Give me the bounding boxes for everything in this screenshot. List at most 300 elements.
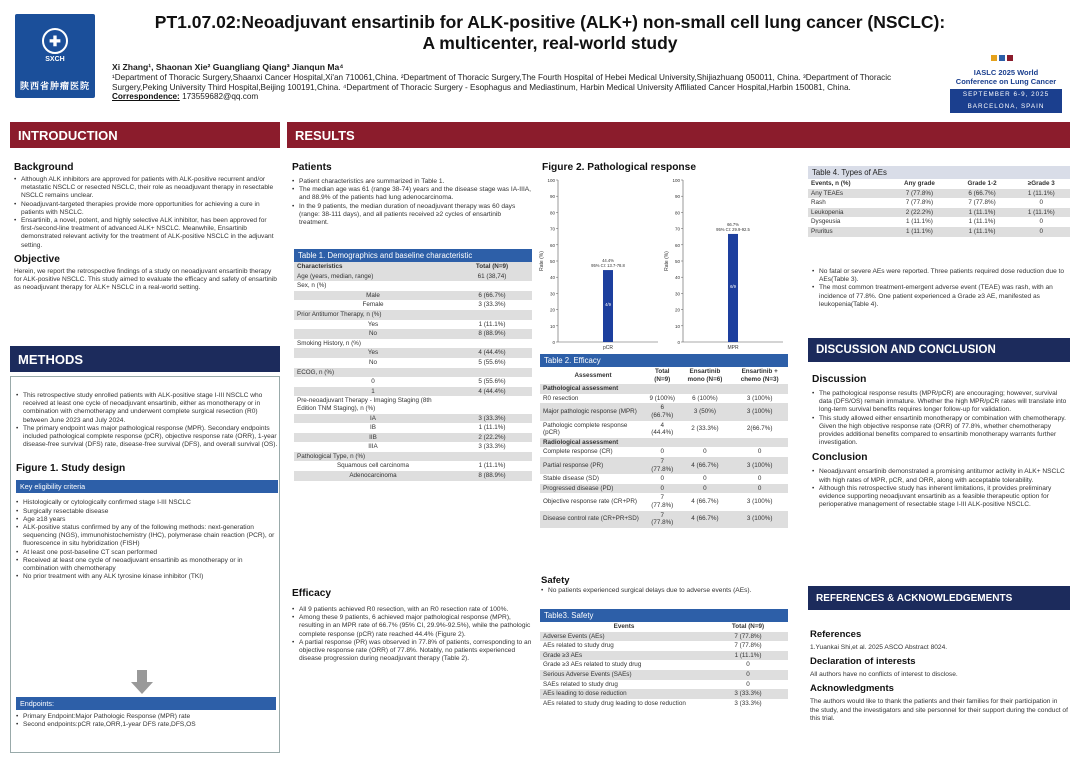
table3-cell: Adverse Events (AEs) [543, 632, 605, 640]
y-tick-label: 80 [549, 210, 555, 216]
table1-value [452, 396, 532, 413]
conference-line1: IASLC 2025 World [973, 68, 1039, 77]
table4-cell: 1 (11.1%) [906, 227, 933, 235]
table2-cell: 4 (66.7%) [691, 498, 719, 506]
table2-cell: 0 [703, 448, 707, 456]
table1-value: 8 (88.9%) [478, 472, 506, 480]
list-item: • This retrospective study enrolled patients with ALK-positive stage I-III NSCLC who received at least one cycle of neoadjuvant ensartinib, either as monotherapy or in combination with chemotherapy and underwent complete surgical resection (R0) between June 2023 and July 2024. [16, 392, 278, 425]
table3-cell: AEs leading to dose reduction [543, 690, 627, 698]
x-tick-label: pCR [602, 345, 614, 351]
table2-header: Ensartinib + chemo (N=3) [740, 368, 779, 383]
table-row [294, 358, 532, 368]
logo-chinese-name: 陕西省肿瘤医院 [19, 81, 90, 91]
y-tick-label: 70 [549, 226, 555, 232]
endpoints-list [16, 713, 276, 729]
table4-cell: 1 (11.1%) [968, 218, 996, 226]
table1-label: Adenocarcinoma [349, 472, 397, 480]
conference-logo-icon [991, 53, 1021, 63]
list-item: • Primary Endpoint:Major Pathologic Response (MPR) rate [16, 713, 276, 721]
efficacy-list [292, 606, 532, 663]
list-item: • Surgically resectable disease [16, 508, 278, 516]
table-row [540, 421, 788, 438]
table-row [540, 670, 788, 680]
intro-section [14, 162, 278, 292]
efficacy-title: Efficacy [292, 588, 332, 599]
table1-value [452, 339, 532, 349]
table4-header: ≥Grade 3 [1027, 180, 1055, 187]
table2-header: Total (N=9) [654, 368, 671, 383]
table1-value: 61 (38,74) [477, 272, 507, 280]
table-row [540, 403, 788, 420]
table2-cell: 2(66.7%) [746, 425, 773, 433]
table-section-row [540, 384, 788, 394]
table1-value: 1 (11.1%) [478, 462, 506, 470]
table3-cell: SAEs related to study drug [543, 680, 618, 688]
table2-cell: 0 [660, 448, 665, 456]
table2-grid [540, 367, 788, 528]
list-item: • A partial response (PR) was observed in 77.8% of patients, corresponding to an objective response rate (ORR) of 77.8%. Notably, no patients experienced disease progression during neoadjuvant therapy (Table 2). [292, 639, 532, 664]
table4-cell: 1 (11.1%) [906, 218, 933, 226]
table-row [294, 387, 532, 397]
references-title: References [810, 629, 862, 640]
safety-title: Safety [541, 575, 570, 586]
table4-cell: Leukopenia [811, 208, 844, 216]
bar-inner-label: 4/9 [605, 302, 611, 308]
table-row [294, 368, 532, 378]
bar-ci-label: 95% CI: 13.7-78.8 [591, 263, 625, 269]
table1-value: 3 (33.3%) [478, 414, 506, 422]
table4 [808, 166, 1070, 237]
list-item: • Although this retrospective study has inherent limitations, it provides preliminary evidence supporting neoadjuvant ensartinib as a feasible therapeutic option for perioperative management of resectable stage I-III ALK-positive NSCLC. [812, 485, 1068, 510]
table-row [540, 632, 788, 642]
table1-grid [294, 262, 532, 481]
list-item: • Histologically or cytologically confirmed stage I-III NSCLC [16, 499, 278, 507]
table3-cell: 3 (33.3%) [734, 699, 762, 707]
table1-label: 1 [371, 387, 375, 395]
table2-cell: 6 (100%) [692, 394, 718, 402]
discussion-title: Discussion [812, 374, 867, 385]
list-item: • Age ≥18 years [16, 516, 278, 524]
conference-place: BARCELONA, SPAIN [950, 101, 1062, 113]
list-item: • Among these 9 patients, 6 achieved major pathological response (MPR), resulting in an MPR rate of 66.7% (95% CI, 29.9%-92.5%), while the pathologic complete response (pCR) rate reached 44.4% (Figure 2). [292, 614, 532, 639]
table1-label: No [368, 358, 378, 366]
y-tick-label: 100 [547, 178, 555, 183]
table1-label: Yes [367, 320, 379, 328]
table3-cell: Serious Adverse Events (SAEs) [543, 670, 632, 678]
table1-label: 0 [371, 378, 375, 386]
interests-text: All authors have no conflicts of interest to disclose. [810, 671, 958, 679]
y-tick-label: 30 [674, 291, 680, 297]
list-item: • Second endpoints:pCR rate,ORR,1-year DFS rate,DFS,OS [16, 721, 276, 729]
list-item: • No prior treatment with any ALK tyrosine kinase inhibitor (TKI) [16, 573, 278, 581]
table2-header: Assessment [574, 371, 612, 379]
table4-header: Events, n (%) [811, 180, 851, 187]
table2-cell: 4 (66.7%) [691, 515, 719, 523]
patients-title: Patients [292, 162, 332, 173]
table1-label: Female [362, 301, 384, 309]
conference-badge [950, 50, 1062, 113]
y-tick-label: 0 [677, 340, 680, 345]
table-row [808, 208, 1070, 218]
table2-cell: Objective response rate (CR+PR) [543, 498, 637, 506]
list-item: • Although ALK inhibitors are approved for patients with ALK-positive recurrent and/or metastatic NSCLC or resected NSCLC, their role as neoadjuvant therapy in resectable NSCLC remains unclear. [14, 176, 278, 201]
y-tick-label: 100 [672, 178, 680, 183]
y-tick-label: 90 [674, 194, 680, 200]
table-row [540, 680, 788, 690]
y-tick-label: 20 [674, 307, 680, 313]
table-row [540, 474, 788, 484]
table-row [808, 198, 1070, 208]
objective-title: Objective [14, 253, 60, 265]
table1-header: Total (N=9) [475, 263, 509, 270]
y-tick-label: 50 [674, 259, 680, 264]
references-section [810, 629, 1068, 723]
table2-cell: 7 (77.8%) [651, 511, 674, 527]
table-row [294, 310, 532, 320]
table4-cell: 0 [1039, 218, 1044, 226]
list-item: • No patients experienced surgical delays due to adverse events (AEs). [541, 587, 789, 595]
discussion-section [812, 374, 1068, 509]
table-row [294, 433, 532, 443]
table4-cell: 7 (77.8%) [968, 199, 996, 207]
table4-cell: 7 (77.8%) [905, 199, 934, 207]
down-arrow-icon [131, 670, 153, 694]
table2 [540, 354, 788, 528]
affiliations: ¹Department of Thoracic Surgery,Shaanxi Cancer Hospital,Xi'an 710061,China. ²Department of Thoracic Surgery,The Fourth Hospital of Hebei Medical University,Shijiazhuang 050011, China. ³Department of Thoracic Surgery,Peking University Third Hospital,Beijing 100191,China. ⁴Department of Thoracic Surgery - Esophagus and Mediastinum, Harbin Medical University Affiliated Cancer Hospital,Harbin 150081, China. [112, 72, 892, 92]
table2-cell: 2 (33.3%) [691, 425, 719, 433]
table1-value: 4 (44.4%) [478, 349, 506, 357]
table1-value: 2 (22.2%) [478, 433, 506, 441]
table-row [540, 641, 788, 651]
acknowledgments-text: The authors would like to thank the patients and their families for their participation in the study, and the investigators and site personnel for their support during the conduct of this trial. [810, 698, 1068, 722]
table1-value [452, 368, 532, 378]
table4-cell: 1 (11.1%) [1027, 208, 1055, 216]
table1-value: 1 (11.1%) [478, 320, 506, 328]
table4-cell: Pruritus [811, 227, 833, 235]
bar-data-label: 66.7% [727, 221, 739, 227]
table4-cell: 2 (22.2%) [905, 208, 934, 216]
table2-cell: Partial response (PR) [543, 461, 604, 469]
table-row [540, 484, 788, 494]
list-item: • This study allowed either ensartinib monotherapy or combination with chemotherapy. Given the high objective response rate (ORR) of 77.8%, whether chemotherapy provides additional benefits compared to ensartinib monotherapy warrants further investigation. [812, 415, 1068, 448]
table-row [294, 471, 532, 481]
bar-data-label: 44.4% [602, 258, 614, 264]
conclusion-list [812, 468, 1068, 509]
table-row [294, 461, 532, 471]
y-tick-label: 30 [549, 291, 555, 297]
conference-dates: SEPTEMBER 6-9, 2025 [950, 89, 1062, 101]
table2-cell: 3 (100%) [746, 461, 773, 469]
table2-cell: 7 (77.8%) [651, 457, 674, 473]
y-tick-label: 70 [674, 226, 680, 232]
patients-section [292, 162, 532, 227]
correspondence-label: Correspondence: [112, 92, 180, 102]
table2-cell: 0 [703, 475, 707, 483]
table4-title: Table 4. Types of AEs [808, 166, 1070, 179]
table4-grid [808, 179, 1070, 237]
table1-value [452, 281, 532, 291]
table2-cell: 3 (100%) [746, 394, 773, 402]
table2-cell: 4 (44.4%) [651, 421, 674, 437]
table2-cell: 3 (50%) [693, 408, 716, 416]
table4-cell: 6 (66.7%) [968, 189, 996, 197]
table3 [540, 609, 788, 708]
table-row [294, 320, 532, 330]
discussion-heading: DISCUSSION AND CONCLUSION [808, 338, 1070, 362]
table-row [540, 699, 788, 709]
table2-cell: 3 (100%) [746, 515, 773, 523]
list-item: • The primary endpoint was major pathological response (MPR). Secondary endpoints included pathological complete response (pCR), objective response rate (ORR), 1-year disease-free survival (DFS) rate, disease-free survival (DFS), and overall survival (OS). [16, 425, 278, 450]
table3-cell: AEs related to study drug [543, 642, 614, 650]
table2-cell: 0 [757, 475, 762, 483]
table1-label: Age (years, median, range) [297, 272, 374, 280]
table1-value: 4 (44.4%) [478, 387, 506, 395]
table3-cell: 3 (33.3%) [734, 690, 762, 698]
background-list [14, 176, 278, 250]
x-tick-label: MPR [727, 345, 739, 351]
table3-cell: AEs related to study drug leading to dose reduction [543, 699, 686, 707]
table1-label: Yes [367, 349, 379, 357]
table-row [808, 217, 1070, 227]
y-tick-label: 90 [549, 194, 555, 200]
list-item: • Patient characteristics are summarized in Table 1. [292, 178, 532, 186]
author-names: Xi Zhang¹, Shaonan Xie² Guangliang Qiang³ Jianqun Ma⁴ [112, 62, 344, 72]
table1-label: Prior Antitumor Therapy, n (%) [297, 310, 382, 318]
table-row [808, 227, 1070, 237]
list-item: • The median age was 61 (range 38-74) years and the disease stage was IA-IIIA, and 88.9% of the patients had lung adenocarcinoma. [292, 186, 532, 202]
table-row [294, 300, 532, 310]
table1-label: Pathological Type, n (%) [297, 452, 366, 460]
discussion-list [812, 390, 1068, 447]
table2-cell: Pathologic complete response (pCR) [543, 421, 628, 437]
table1-label: Male [366, 291, 380, 299]
table2-cell: Progressed disease (PD) [543, 484, 614, 492]
table3-cell: Grade ≥3 AEs related to study drug [543, 661, 642, 669]
table2-cell: Complete response (CR) [543, 448, 613, 456]
table2-section: Pathological assessment [540, 384, 788, 394]
table2-cell: Major pathologic response (MPR) [543, 408, 637, 416]
conference-line2: Conference on Lung Cancer [955, 77, 1057, 86]
safety-section [541, 575, 789, 595]
table1-label: IIIA [368, 443, 378, 451]
table4-cell: 1 (11.1%) [968, 227, 996, 235]
ae-list [812, 268, 1068, 309]
table3-header: Total (N=9) [731, 623, 765, 630]
table2-cell: 0 [757, 484, 762, 492]
table-row [540, 447, 788, 457]
table1-label: IB [370, 424, 376, 432]
table-row [294, 442, 532, 452]
list-item: • All 9 patients achieved R0 resection, with an R0 resection rate of 100%. [292, 606, 532, 614]
table1-value: 1 (11.1%) [478, 424, 506, 432]
conclusion-title: Conclusion [812, 452, 868, 464]
table2-cell: Disease control rate (CR+PR+SD) [543, 515, 639, 523]
correspondence-email[interactable]: 173559682@qq.com [182, 92, 259, 102]
table3-cell: 0 [746, 661, 750, 669]
table-row [294, 272, 532, 282]
table2-cell: 6 (66.7%) [651, 404, 674, 419]
table1-value [452, 452, 532, 462]
reference-item: 1.Yuankai Shi,et al. 2025 ASCO Abstract 8024. [810, 644, 948, 651]
table2-cell: 0 [703, 484, 707, 492]
table3-title: Table3. Safety [540, 609, 788, 622]
list-item: • The most common treatment-emergent adverse event (TEAE) was rash, with an incidence of 77.8%. One patient experienced a Grade ≥3 AE, manifested as leukopenia(Table 4). [812, 284, 1068, 309]
y-tick-label: 60 [674, 242, 680, 248]
table4-cell: Any TEAEs [811, 189, 844, 197]
table2-section: Radiological assessment [540, 438, 788, 448]
table-row [294, 281, 532, 291]
interests-title: Declaration of interests [810, 656, 916, 668]
y-tick-label: 10 [549, 323, 555, 329]
references-heading: REFERENCES & ACKNOWLEDGEMENTS [808, 586, 1070, 610]
table1-value: 8 (88.9%) [478, 330, 506, 338]
list-item: • Ensartinib, a novel, potent, and highly selective ALK inhibitor, has been approved for first-/second-line treatment of advanced ALK+ NSCLC. Meanwhile, Ensartinib demonstrated relevant activity for the treatment of ALK-positive NSCLC in the adjuvant setting. [14, 217, 278, 250]
table-row [294, 377, 532, 387]
poster-title: PT1.07.02:Neoadjuvant ensartinib for ALK-positive (ALK+) non-small cell lung cancer (NSCLC): A multicenter, real-world study [154, 12, 946, 53]
table3-header: Events [613, 623, 635, 630]
table-row [294, 396, 532, 413]
y-axis-label: Rate (%) [539, 251, 545, 271]
table3-cell: 0 [746, 680, 750, 688]
table2-cell: 0 [660, 484, 665, 492]
y-tick-label: 10 [674, 323, 680, 329]
table-row [294, 329, 532, 339]
table2-cell: 4 (66.7%) [691, 461, 719, 469]
results-heading: RESULTS [287, 122, 1070, 148]
table1-label: ECOG, n (%) [297, 368, 335, 376]
table1-label: No [368, 330, 378, 338]
table2-cell: 9 (100%) [649, 394, 676, 402]
table2-title: Table 2. Efficacy [540, 354, 788, 367]
table2-header: Ensartinib mono (N=6) [687, 368, 723, 383]
table2-cell: 3 (100%) [746, 498, 773, 506]
y-tick-label: 20 [549, 307, 555, 313]
bar-ci-label: 95% CI: 29.9-92.5 [716, 226, 750, 232]
list-item: • ALK-positive status confirmed by any of the following methods: next-generation sequencing (NGS), immunohistochemistry (IHC), polymerase chain reaction (PCR), or fluorescence in situ hybridization (FISH) [16, 524, 278, 549]
list-item: • The pathological response results (MPR/pCR) are encouraging; however, survival data (DFS/OS) remain immature. Whether the high MPR/pCR rates will translate into long-term survival benefits requires longer follow-up for validation. [812, 390, 1068, 415]
y-tick-label: 0 [552, 340, 555, 345]
patients-list [292, 178, 532, 227]
table4-cell: 1 (11.1%) [1027, 189, 1055, 197]
table1-label: Squamous cell carcinoma [336, 462, 410, 470]
table1-label: IIB [369, 433, 377, 441]
bar-inner-label: 6/9 [730, 283, 736, 289]
methods-heading: METHODS [10, 346, 280, 372]
table4-cell: Rash [811, 199, 826, 207]
table1-label: IA [370, 414, 376, 422]
table4-cell: 0 [1039, 199, 1044, 207]
table-row [294, 339, 532, 349]
table4-header: Grade 1-2 [967, 180, 997, 187]
table-row [294, 423, 532, 433]
table2-cell: 3 (100%) [746, 408, 773, 416]
table-row [294, 291, 532, 301]
table1-value: 3 (33.3%) [478, 443, 506, 451]
objective-text: Herein, we report the retrospective findings of a study on neoadjuvant ensartinib therapy for ALK-positive NSCLC. This study aimed to evaluate the efficacy and safety of ensartinib as neoadjuvant therapy for ALK+ NSCLC in a real-world setting. [14, 267, 277, 292]
table-row [540, 493, 788, 510]
figure1-title: Figure 1. Study design [16, 463, 126, 475]
table3-cell: 7 (77.8%) [734, 632, 762, 640]
table-row [294, 414, 532, 424]
table2-cell: R0 resection [543, 394, 579, 402]
figure2-chart [538, 174, 788, 352]
methods-section [16, 392, 278, 581]
list-item: • In the 9 patients, the median duration of neoadjuvant therapy was 60 days (range: 38-111 days), and all patients received ≥2 cycles of ensartinib treatment. [292, 203, 532, 228]
table1-title: Table 1. Demographics and baseline characteristic [294, 249, 532, 262]
eligibility-title: Key eligibility criteria [16, 480, 278, 493]
y-tick-label: 50 [549, 259, 555, 264]
table1-value: 5 (55.6%) [478, 378, 506, 386]
intro-heading: INTRODUCTION [10, 122, 280, 148]
table-row [540, 689, 788, 699]
table3-cell: Grade ≥3 AEs [543, 651, 583, 659]
table1-value: 3 (33.3%) [478, 301, 506, 309]
table3-cell: 7 (77.8%) [734, 642, 762, 650]
author-block [112, 63, 942, 102]
table-row [540, 394, 788, 404]
table1 [294, 249, 532, 481]
y-tick-label: 40 [549, 275, 555, 281]
table1-value: 6 (66.7%) [478, 291, 506, 299]
table4-cell: Dysgeusia [811, 218, 841, 226]
table-row [294, 348, 532, 358]
eligibility-list [16, 499, 278, 581]
list-item: • Neoadjuvant ensartinib demonstrated a promising antitumor activity in ALK+ NSCLC with high rates of MPR, pCR, and ORR, along with acceptable tolerability. [812, 468, 1068, 484]
table-row [540, 511, 788, 528]
logo-abbr: SXCH [45, 56, 65, 63]
table2-cell: Stable disease (SD) [543, 475, 599, 483]
table3-cell: 1 (11.1%) [734, 651, 762, 659]
table1-label: Pre-neoadjuvant Therapy - Imaging Staging (8th Edition TNM Staging), n (%) [297, 397, 432, 412]
table4-cell: 7 (77.8%) [905, 189, 934, 197]
methods-list [16, 392, 278, 449]
table3-cell: 0 [746, 670, 750, 678]
safety-list [541, 587, 789, 595]
table-row [294, 452, 532, 462]
acknowledgments-title: Acknowledgments [810, 683, 894, 695]
table-row [540, 660, 788, 670]
table-row [540, 651, 788, 661]
y-tick-label: 60 [549, 242, 555, 248]
efficacy-section [292, 588, 532, 663]
table-row [540, 457, 788, 474]
list-item: • Received at least one cycle of neoadjuvant ensartinib as monotherapy or in combination with chemotherapy [16, 557, 278, 573]
table1-value: 5 (55.6%) [478, 358, 506, 366]
hospital-emblem-icon: ✚ [42, 28, 68, 54]
table1-value [452, 310, 532, 320]
table2-cell: 0 [757, 448, 762, 456]
hospital-logo [15, 14, 95, 98]
table3-grid [540, 622, 788, 708]
table-section-row [540, 438, 788, 448]
list-item: • No fatal or severe AEs were reported. Three patients required dose reduction due to AEs(Table 3). [812, 268, 1068, 284]
y-tick-label: 80 [674, 210, 680, 216]
y-tick-label: 40 [674, 275, 680, 281]
table4-header: Any grade [904, 180, 935, 187]
table1-label: Sex, n (%) [297, 282, 327, 290]
table2-cell: 0 [660, 475, 665, 483]
table1-header: Characteristics [297, 263, 343, 270]
table-row [808, 189, 1070, 199]
figure2-title: Figure 2. Pathological response [542, 162, 696, 173]
table2-cell: 7 (77.8%) [651, 494, 674, 509]
endpoints-title: Endpoints: [16, 697, 276, 710]
table4-cell: 1 (11.1%) [968, 208, 996, 216]
y-axis-label: Rate (%) [664, 251, 670, 271]
list-item: • Neoadjuvant-targeted therapies provide more opportunities for achieving a cure in patients with NSCLC. [14, 201, 278, 217]
list-item: • At least one post-baseline CT scan performed [16, 549, 278, 557]
background-title: Background [14, 162, 74, 173]
